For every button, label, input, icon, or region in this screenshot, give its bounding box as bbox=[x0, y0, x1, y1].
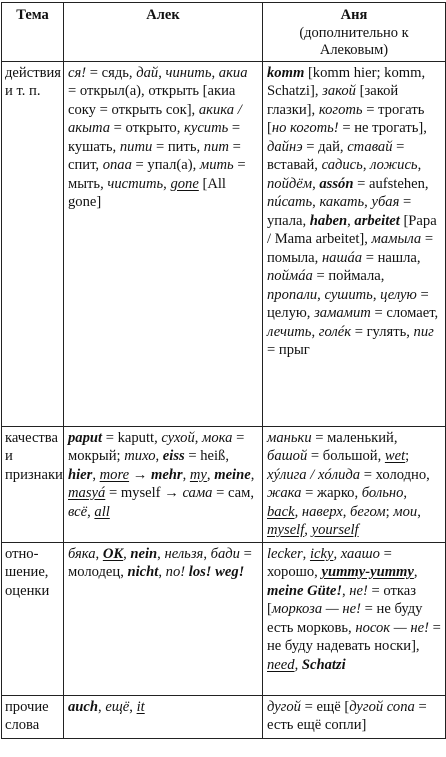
gloss-text: = целую, bbox=[267, 286, 429, 321]
gloss-text: → bbox=[129, 466, 151, 483]
row-alek-cell bbox=[64, 426, 263, 542]
term-word: meine bbox=[214, 466, 251, 483]
table-row-attitude bbox=[2, 542, 446, 695]
gloss-text: , bbox=[163, 175, 171, 192]
gloss-text: = спит, bbox=[68, 138, 241, 173]
term-word: my bbox=[189, 466, 207, 483]
gloss-text: , bbox=[129, 698, 137, 715]
term-word: back bbox=[267, 503, 295, 520]
gloss-text: = помыла, bbox=[267, 231, 434, 266]
gloss-text: , bbox=[211, 64, 219, 81]
vocabulary-table bbox=[1, 2, 446, 739]
term-word: ещё bbox=[105, 698, 130, 715]
term-word: all bbox=[94, 503, 110, 520]
row-anya-cell bbox=[263, 426, 446, 542]
gloss-text: = маленький, bbox=[311, 429, 398, 446]
gloss-text: , bbox=[317, 286, 325, 303]
gloss-text: [All gone] bbox=[68, 175, 226, 210]
gloss-text: = нашла, bbox=[362, 249, 421, 266]
gloss-text: = сам, bbox=[212, 485, 254, 501]
vocabulary-table-page bbox=[1, 2, 445, 755]
term-word: mehr bbox=[150, 466, 183, 483]
term-word: сушить bbox=[324, 286, 373, 303]
gloss-text: = мыть, bbox=[68, 157, 246, 192]
gloss-text: = myself → bbox=[105, 485, 183, 501]
gloss-text: ; bbox=[385, 503, 394, 520]
term-word: не! bbox=[349, 582, 368, 599]
term-word: акика / акыта bbox=[68, 101, 242, 136]
gloss-text: = прыг bbox=[267, 342, 310, 358]
gloss-text: [komm hier; komm, Schatzi], bbox=[267, 64, 426, 99]
term-word: мои bbox=[393, 503, 418, 520]
gloss-text: = мокрый; bbox=[68, 429, 245, 464]
term-word: yourself bbox=[311, 522, 359, 538]
gloss-text: , bbox=[347, 212, 355, 229]
term-word: arbeitet bbox=[354, 212, 400, 229]
gloss-text: = ещё [ bbox=[300, 698, 350, 715]
gloss-text: = heiß, bbox=[184, 448, 229, 464]
gloss-text: = хорошо, bbox=[267, 545, 392, 580]
term-word: закой bbox=[322, 83, 356, 99]
term-word: садись bbox=[321, 157, 363, 173]
gloss-text: , bbox=[304, 522, 312, 538]
term-word: пúсать bbox=[267, 194, 313, 210]
gloss-text: , bbox=[372, 286, 381, 303]
gloss-text: , bbox=[194, 429, 203, 446]
term-word: хýлига / хóлида bbox=[267, 466, 361, 483]
term-word: it bbox=[136, 698, 145, 715]
gloss-text: = пить, bbox=[152, 138, 204, 155]
gloss-text: , bbox=[158, 564, 166, 580]
term-word: всё bbox=[68, 503, 88, 520]
gloss-text: = не трогать], bbox=[338, 120, 427, 136]
gloss-text: , bbox=[312, 175, 320, 192]
table-header-row bbox=[2, 3, 446, 62]
gloss-text: = упала, bbox=[267, 194, 412, 229]
term-word: дугой сопа bbox=[349, 698, 415, 715]
term-word: мить bbox=[199, 157, 234, 173]
gloss-text: = сломает, bbox=[370, 305, 439, 321]
term-word: сама bbox=[182, 485, 213, 501]
gloss-text: , bbox=[342, 582, 350, 599]
term-word: ся! bbox=[68, 64, 87, 81]
row-theme-cell: действия и т. п. bbox=[2, 61, 64, 426]
term-word: наверх bbox=[301, 503, 343, 520]
gloss-text: , bbox=[342, 503, 350, 520]
gloss-text: = трогать [ bbox=[267, 101, 425, 136]
gloss-text: [Papa / Mama arbeitet], bbox=[267, 212, 437, 247]
gloss-text: , bbox=[123, 545, 131, 562]
gloss-text: = кушать, bbox=[68, 120, 241, 155]
term-word: paput bbox=[68, 429, 103, 446]
term-word: замамит bbox=[314, 305, 371, 321]
gloss-text: , bbox=[92, 466, 100, 483]
row-alek-cell bbox=[64, 695, 263, 738]
term-word: но коготь! bbox=[271, 120, 339, 136]
term-word: OK bbox=[102, 545, 124, 562]
gloss-text: = не буду есть морковь, bbox=[267, 601, 423, 636]
gloss-text: , bbox=[302, 545, 310, 562]
term-word: Schatzi bbox=[301, 656, 346, 673]
header-anya-note: (дополнительно к Алековым) bbox=[299, 24, 409, 58]
term-word: башой bbox=[267, 448, 308, 464]
table-row-actions bbox=[2, 61, 446, 426]
term-word: опаа bbox=[102, 157, 132, 173]
gloss-text: , bbox=[203, 545, 211, 562]
gloss-text: = дай, bbox=[302, 138, 348, 155]
header-theme: Тема bbox=[2, 3, 64, 62]
gloss-text: = не буду надевать носки], bbox=[267, 619, 441, 654]
gloss-text: , bbox=[87, 503, 95, 520]
term-word: мамыла bbox=[371, 231, 422, 247]
gloss-text: , bbox=[413, 564, 418, 580]
gloss-text: = отказ [ bbox=[267, 582, 416, 617]
gloss-text: = жарко, bbox=[301, 485, 362, 501]
gloss-text: = поймала, bbox=[312, 268, 385, 284]
term-word: коготь bbox=[318, 101, 363, 118]
row-theme-cell: прочие слова bbox=[2, 695, 64, 738]
term-word: бегом bbox=[350, 503, 386, 520]
term-word: хаашо bbox=[340, 545, 380, 562]
row-theme-cell: качества и признаки bbox=[2, 426, 64, 542]
term-word: gone bbox=[170, 175, 199, 192]
term-word: no! bbox=[165, 564, 186, 580]
term-word: пиг bbox=[413, 323, 434, 340]
term-word: haben bbox=[309, 212, 348, 229]
gloss-text: ; bbox=[405, 448, 410, 464]
gloss-text: = открыл(а), открыть [акиа соку = открыть сок], bbox=[68, 83, 236, 118]
term-word: акиа bbox=[218, 64, 248, 81]
term-word: дайнэ bbox=[267, 138, 303, 155]
term-word: дай bbox=[136, 64, 159, 81]
header-anya bbox=[263, 3, 446, 62]
term-word: нашáа bbox=[321, 249, 363, 266]
term-word: дугой bbox=[267, 698, 301, 715]
table-row-qualities bbox=[2, 426, 446, 542]
term-word: weg! bbox=[215, 564, 245, 580]
term-word: какать bbox=[319, 194, 365, 210]
gloss-text: , bbox=[417, 503, 421, 520]
term-word: nicht bbox=[127, 564, 159, 580]
term-word: жака bbox=[267, 485, 302, 501]
term-word: чистить bbox=[107, 175, 164, 192]
term-word: пойдём bbox=[267, 175, 313, 192]
gloss-text: , bbox=[157, 545, 165, 562]
gloss-text: = молодец, bbox=[68, 545, 252, 580]
term-word: hier bbox=[68, 466, 93, 483]
term-word: wet bbox=[384, 448, 406, 464]
gloss-text: = сядь, bbox=[86, 64, 137, 81]
row-alek-cell bbox=[64, 542, 263, 695]
term-word: meine Güte! bbox=[267, 582, 342, 599]
gloss-text: = вставай, bbox=[267, 138, 405, 173]
gloss-text: , bbox=[155, 448, 163, 464]
gloss-text: = kaputt, bbox=[102, 429, 162, 446]
term-word: больно bbox=[361, 485, 404, 501]
gloss-text: , bbox=[417, 157, 422, 173]
gloss-text: , bbox=[98, 698, 106, 715]
term-word: need bbox=[267, 656, 295, 673]
term-word: ложись bbox=[370, 157, 418, 173]
row-anya-cell bbox=[263, 542, 446, 695]
term-word: голéк bbox=[318, 323, 352, 340]
row-alek-cell bbox=[64, 61, 263, 426]
term-word: icky bbox=[309, 545, 334, 562]
term-word: лечить bbox=[267, 323, 312, 340]
term-word: assón bbox=[319, 175, 354, 192]
gloss-text: , bbox=[311, 323, 319, 340]
term-word: masyá bbox=[68, 485, 106, 501]
gloss-text: , bbox=[95, 545, 103, 562]
term-word: пропали bbox=[267, 286, 318, 303]
term-word: auch bbox=[68, 698, 99, 715]
term-word: nein bbox=[130, 545, 158, 562]
term-word: komm bbox=[267, 64, 305, 81]
header-alek: Алек bbox=[64, 3, 263, 62]
term-word: целую bbox=[380, 286, 417, 303]
term-word: тихо bbox=[124, 448, 156, 464]
gloss-text: , bbox=[403, 485, 408, 501]
term-word: кусить bbox=[184, 120, 229, 136]
table-row-other bbox=[2, 695, 446, 738]
term-word: myself bbox=[267, 522, 305, 538]
gloss-text: = холодно, bbox=[360, 466, 430, 483]
term-word: маньки bbox=[267, 429, 312, 446]
term-word: more bbox=[99, 466, 130, 483]
term-word: lecker bbox=[267, 545, 303, 562]
term-word: eiss bbox=[162, 448, 185, 464]
row-anya-cell bbox=[263, 695, 446, 738]
term-word: бади bbox=[210, 545, 240, 562]
term-word: мока bbox=[202, 429, 233, 446]
gloss-text: , bbox=[158, 64, 166, 81]
term-word: моркоза — не! bbox=[271, 601, 361, 617]
term-word: yummy-yummy bbox=[321, 564, 414, 580]
gloss-text: = упал(а), bbox=[131, 157, 200, 173]
header-anya-label: Аня bbox=[340, 7, 368, 23]
term-word: пит bbox=[203, 138, 229, 155]
gloss-text: , bbox=[250, 466, 255, 483]
gloss-text: , bbox=[362, 157, 371, 173]
term-word: поймáа bbox=[267, 268, 313, 284]
term-word: нельзя bbox=[164, 545, 204, 562]
gloss-text: = гулять, bbox=[351, 323, 414, 340]
gloss-text: = есть ещё сопли] bbox=[267, 698, 427, 733]
gloss-text: , bbox=[206, 466, 215, 483]
gloss-text: [закой глазки], bbox=[267, 83, 399, 118]
gloss-text: , bbox=[294, 503, 302, 520]
term-word: пити bbox=[119, 138, 153, 155]
gloss-text: = aufstehen, bbox=[353, 175, 429, 192]
term-word: ставай bbox=[347, 138, 393, 155]
gloss-text: , bbox=[312, 194, 320, 210]
term-word: бяка bbox=[68, 545, 96, 562]
term-word: los! bbox=[188, 564, 212, 580]
gloss-text: , bbox=[182, 466, 190, 483]
term-word: сухой bbox=[161, 429, 195, 446]
row-anya-cell bbox=[263, 61, 446, 426]
gloss-text: , bbox=[364, 194, 372, 210]
term-word: носок — не! bbox=[355, 619, 429, 636]
term-word: чинить bbox=[165, 64, 212, 81]
row-theme-cell: отношение, оценки bbox=[2, 542, 64, 695]
gloss-text: = большой, bbox=[307, 448, 385, 464]
gloss-text: , bbox=[294, 656, 302, 673]
gloss-text: = открыто, bbox=[110, 120, 185, 136]
term-word: убая bbox=[371, 194, 400, 210]
gloss-text: , bbox=[333, 545, 341, 562]
